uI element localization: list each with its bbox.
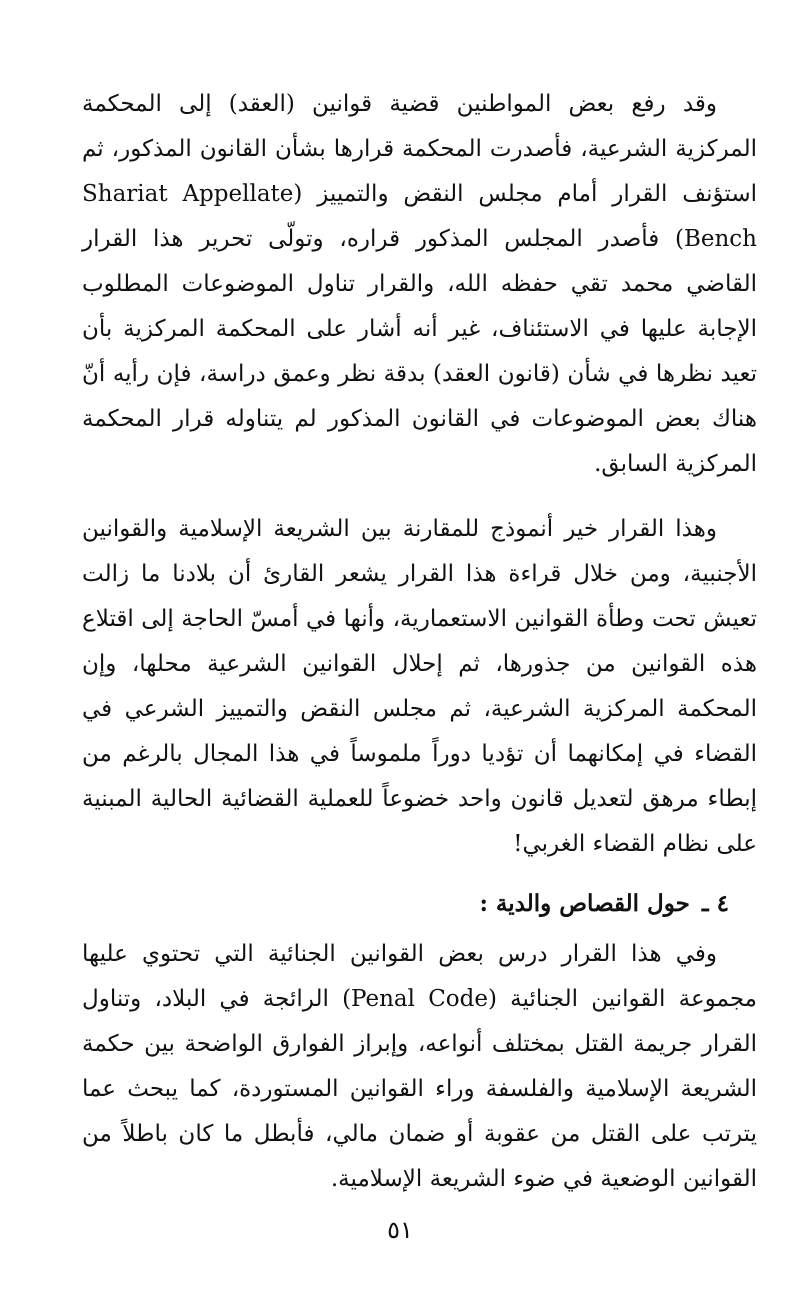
paragraph-criminal-laws: وفي هذا القرار درس بعض القوانين الجنائية التي تحتوي عليها مجموعة القوانين الجنائية (Penal Code) الرائجة في البلاد، وتناول القرار جريمة القتل بمختلف أنواعه، وإبراز الفوارق الواضحة بين حكمة الشريعة الإسلامية والفلسفة وراء القوانين المستوردة، كما يبحث عما يترتب على القتل من عقوبة أو ضمان مالي، فأبطل ما كان باطلاً من القوانين الوضعية في ضوء الشريعة الإسلامية. — [82, 941, 758, 1192]
page-body — [82, 82, 757, 1202]
section-heading — [82, 881, 757, 926]
page-number: ٥١ — [387, 1216, 413, 1244]
section-title: حول القصاص والدية : — [479, 890, 690, 917]
section-number: ٤ ـ — [701, 890, 729, 917]
paragraph-court-appeal: وقد رفع بعض المواطنين قضية قوانين (العقد) إلى المحكمة المركزية الشرعية، فأصدرت المحكمة قرارها بشأن القانون المذكور، ثم استؤنف القرار أمام مجلس النقض والتمييز (Shariat Appellate Bench) فأصدر المجلس المذكور قراره، وتولّى تحرير هذا القرار القاضي محمد تقي حفظه الله، والقرار تناول الموضوعات المطلوب الإجابة عليها في الاستئناف، غير أنه أشار على المحكمة المركزية بأن تعيد نظرها في شأن (قانون العقد) بدقة نظر وعمق دراسة، فإن رأيه أنّ هناك بعض الموضوعات في القانون المذكور لم يتناوله قرار المحكمة المركزية السابق. — [82, 91, 757, 477]
paragraph-comparison: وهذا القرار خير أنموذج للمقارنة بين الشريعة الإسلامية والقوانين الأجنبية، ومن خلال قراءة هذا القرار يشعر القارئ أن بلادنا ما زالت تعيش تحت وطأة القوانين الاستعمارية، وأنها في أمسّ الحاجة إلى اقتلاع هذه القوانين من جذورها، ثم إحلال القوانين الشرعية محلها، وإن المحكمة المركزية الشرعية، ثم مجلس النقض والتمييز الشرعي في القضاء في إمكانهما أن تؤديا دوراً ملموساً في هذا المجال بالرغم من إبطاء مرهق لتعديل قانون واحد خضوعاً للعملية القضائية الحالية المبنية على نظام القضاء الغربي! — [82, 516, 757, 857]
